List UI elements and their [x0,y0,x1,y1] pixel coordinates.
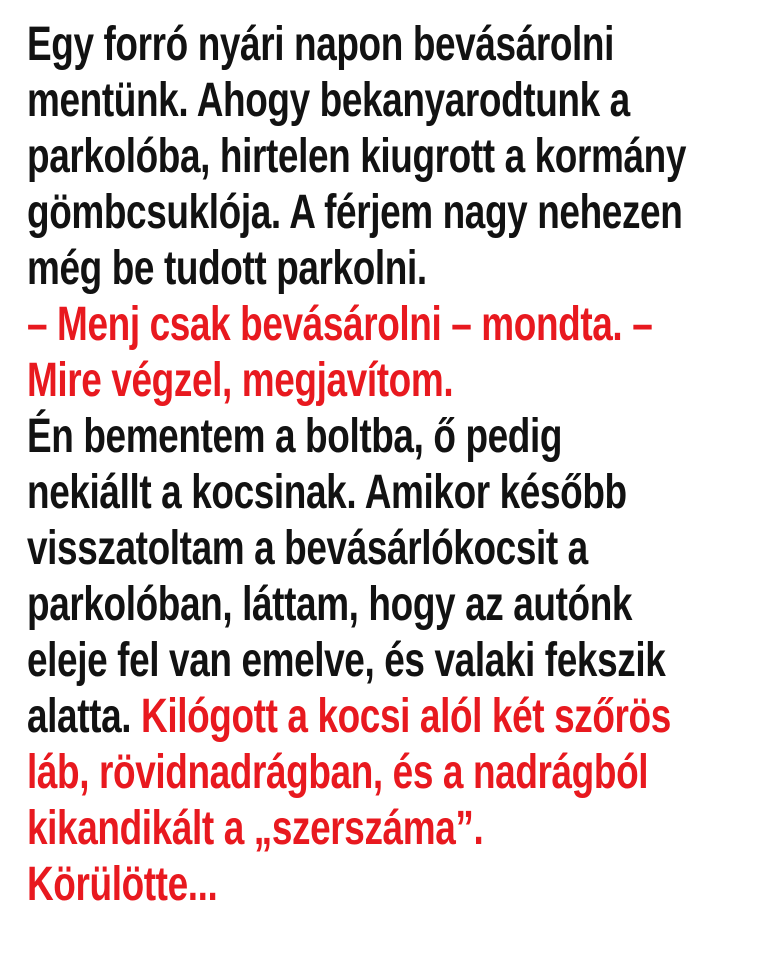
text-line [27,857,686,913]
text-line [27,633,686,689]
text-segment: parkolóba, hirtelen kiugrott a kormány [27,130,687,183]
text-segment: eleje fel van emelve, és valaki fekszik [27,634,666,687]
text-line [27,577,686,633]
text-line [27,689,686,745]
story-text [27,17,686,913]
text-line [27,17,686,73]
text-line [27,129,686,185]
text-line [27,185,686,241]
text-line [27,521,686,577]
text-line [27,465,686,521]
text-line [27,745,686,801]
text-segment: Kilógott a kocsi alól két szőrös [141,690,671,743]
text-segment: Körülötte... [27,858,218,911]
text-line [27,801,686,857]
text-segment: Egy forró nyári napon bevásárolni [27,18,615,71]
text-line [27,353,686,409]
text-segment: – Menj csak bevásárolni – mondta. – [27,298,653,351]
text-segment: láb, rövidnadrágban, és a nadrágból [27,746,649,799]
text-segment: gömbcsuklója. A férjem nagy nehezen [27,186,683,239]
text-segment: Én bementem a boltba, ő pedig [27,410,563,463]
text-segment: alatta. [27,690,142,743]
text-segment: még be tudott parkolni. [27,242,427,295]
text-segment: visszatoltam a bevásárlókocsit a [27,522,588,575]
text-line [27,297,686,353]
text-line [27,409,686,465]
text-line [27,241,686,297]
text-segment: parkolóban, láttam, hogy az autónk [27,578,633,631]
text-segment: kikandikált a „szerszáma”. [27,802,484,855]
text-segment: nekiállt a kocsinak. Amikor később [27,466,627,519]
text-line [27,73,686,129]
text-segment: Mire végzel, megjavítom. [27,354,454,407]
text-segment: mentünk. Ahogy bekanyarodtunk a [27,74,630,127]
